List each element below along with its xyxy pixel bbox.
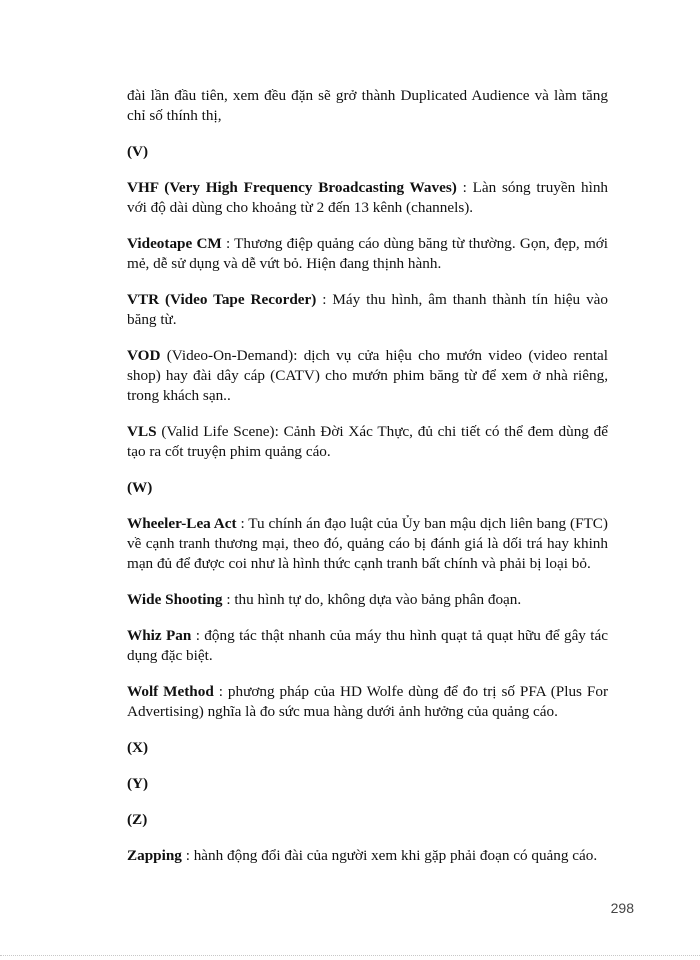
glossary-entry-vls [127,422,608,462]
entry-definition: : hành động đổi đài của người xem khi gặp phải đoạn có quảng cáo. [181,847,598,864]
section-heading-w: (W) [127,479,153,496]
entry-definition: : động tác thật nhanh của máy thu hình quạt tả quạt hữu để gây tác dụng đặc biệt. [127,627,608,664]
glossary-entry-videotape-cm [127,234,608,274]
glossary-entry-whiz-pan [127,626,608,666]
entry-definition: : phương pháp của HD Wolfe dùng để đo trị số PFA (Plus For Advertising) nghĩa là đo sức mua hàng dưới ảnh hưởng của quảng cáo. [127,683,609,720]
entry-term: Wolf Method [127,683,214,700]
entry-definition: : Thương điệp quảng cáo dùng băng từ thường. Gọn, đẹp, mới mẻ, dễ sử dụng và dễ vứt bỏ. Hiện đang thịnh hành. [127,235,609,272]
section-heading-v: (V) [127,143,149,160]
glossary-entry-vod [127,346,608,406]
glossary-entry-vtr [127,290,608,330]
entry-term: VTR (Video Tape Recorder) [127,291,317,308]
intro-text: đài lần đầu tiên, xem đều đặn sẽ grở thành Duplicated Audience và làm tăng chỉ số thính thị, [127,87,608,124]
page-body [127,86,608,882]
entry-term: Videotape CM [127,235,222,252]
entry-term: VHF (Very High Frequency Broadcasting Waves) [127,179,457,196]
entry-term: VOD [127,347,161,364]
entry-definition: : Tu chính án đạo luật của Ủy ban mậu dịch liên bang (FTC) về cạnh tranh thương mại, theo đó, quảng cáo bị đánh giá là dối trá hay khinh mạn đủ để được coi như là hình thức cạnh tranh bất chính và phải bị loại bỏ. [127,515,608,572]
entry-term: Zapping [127,847,182,864]
entry-term: Whiz Pan [127,627,192,644]
entry-definition: (Valid Life Scene): Cảnh Đời Xác Thực, đủ chi tiết có thể đem dùng để tạo ra cốt truyện phim quảng cáo. [127,423,608,460]
page-bottom-divider [0,955,700,956]
glossary-entry-wolf-method [127,682,608,722]
intro-paragraph [127,86,608,126]
entry-definition: : Làn sóng truyền hình với độ dài dùng cho khoảng từ 2 đến 13 kênh (channels). [127,179,609,216]
entry-term: Wheeler-Lea Act [127,515,237,532]
section-heading-z: (Z) [127,811,148,828]
glossary-entry-zapping [127,846,608,866]
entry-term: Wide Shooting [127,591,223,608]
section-heading-y: (Y) [127,775,149,792]
page-number: 298 [610,900,634,916]
glossary-entry-vhf [127,178,608,218]
entry-definition: : thu hình tự do, không dựa vào bảng phân đoạn. [222,591,522,608]
glossary-entry-wheeler-lea-act [127,514,608,574]
entry-definition: : Máy thu hình, âm thanh thành tín hiệu vào băng từ. [127,291,608,328]
entry-term: VLS [127,423,157,440]
section-heading-x: (X) [127,739,149,756]
glossary-entry-wide-shooting [127,590,608,610]
entry-definition: (Video-On-Demand): dịch vụ cửa hiệu cho mướn video (video rental shop) hay đài dây cáp (CATV) cho mướn phim băng từ để xem ở nhà riêng, trong khách sạn.. [127,347,608,404]
